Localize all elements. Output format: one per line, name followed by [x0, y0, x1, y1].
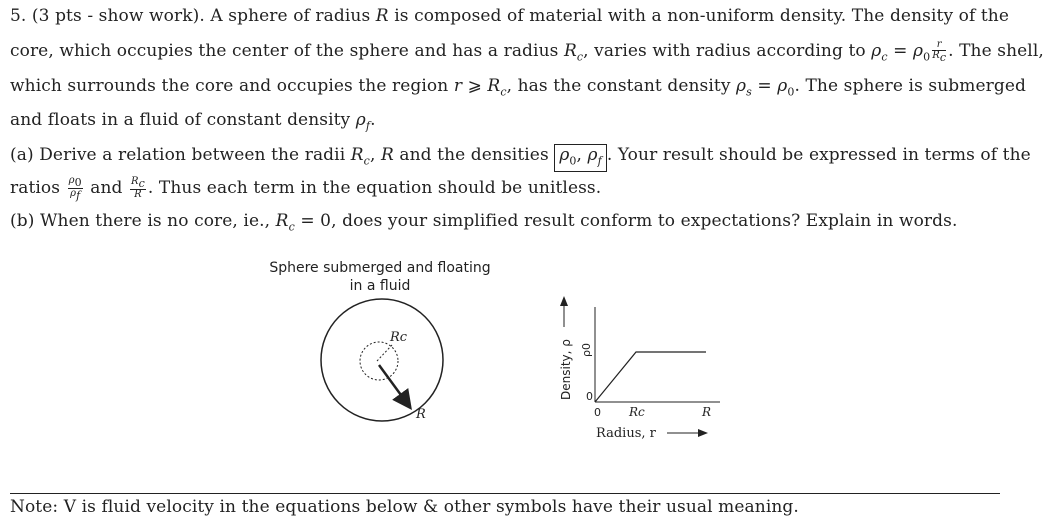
note-text: Note: V is fluid velocity in the equations below & other symbols have their usual meaning.	[10, 497, 799, 517]
part-a-text-4: ratios	[10, 178, 61, 198]
problem-line-3: which surrounds the core and occupies the region r ⩾ $R_c$, has the constant density $\rho_s = \rho_0$. The sphere is submerged	[10, 76, 1027, 99]
part-a-text-3: . Your result should be expressed in terms of the	[606, 145, 1031, 165]
intro-text-2: is composed of material with a non-uniform density. The density of the	[394, 6, 1010, 26]
problem-header: 5. (3 pts - show work).	[10, 6, 205, 26]
y-tick-rho0: ρ0	[580, 343, 593, 357]
x-axis-arrowhead	[698, 429, 708, 437]
shell-text-a: which surrounds the core and occupies the region	[10, 76, 449, 96]
part-a-text-6: . Thus each term in the equation should be unitless.	[147, 178, 602, 198]
outer-sphere	[321, 299, 443, 421]
sphere-caption-line-1: Sphere submerged and floating	[269, 260, 491, 276]
label-r: R	[416, 407, 426, 422]
note-divider	[10, 493, 1000, 494]
y-tick-zero: 0	[586, 390, 593, 403]
core-density-formula: $\rho_c = \rho_0$ $\frac{r}{R_c}$	[871, 39, 947, 64]
part-a-line-2: ratios $\frac{\rho_0}{\rho_f}$ and $\frac{R_c}{R}$ . Thus each term in the equation should be unitless.	[10, 175, 602, 202]
sphere-caption	[260, 259, 500, 295]
part-a-text-1: (a) Derive a relation between the radii	[10, 145, 346, 165]
part-a-line-1: (a) Derive a relation between the radii $R_c$, R and the densities $\rho_0$, $\rho_f$ . Your result should be expressed in terms of the	[10, 144, 1031, 172]
part-a-text-5: and	[90, 178, 123, 198]
part-b-text-1: (b) When there is no core, ie.,	[10, 211, 271, 231]
x-tick-zero: 0	[594, 406, 601, 419]
density-graph	[550, 292, 725, 452]
label-rc: Rc	[390, 330, 408, 345]
part-b-line: (b) When there is no core, ie., $R_c = 0$, does your simplified result conform to expectations? Explain in words.	[10, 211, 958, 234]
y-axis-arrowhead	[560, 296, 568, 306]
part-b-text-2: , does your simplified result conform to expectations? Explain in words.	[331, 211, 958, 231]
fluid-text: and floats in a fluid of constant density	[10, 110, 351, 130]
part-a-text-2: and the densities	[399, 145, 549, 165]
y-axis-label: Density, ρ	[559, 339, 573, 400]
shell-text-b: , has the constant density	[506, 76, 731, 96]
core-text-c: . The shell,	[948, 41, 1044, 61]
problem-line-4: and floats in a fluid of constant density $\rho_f$.	[10, 110, 376, 133]
sphere-diagram	[310, 295, 460, 430]
core-text-b: , varies with radius according to	[583, 41, 866, 61]
intro-text-1: A sphere of radius	[210, 6, 371, 26]
x-axis-label: Radius, r	[596, 426, 656, 441]
core-text-a: core, which occupies the center of the sphere and has a radius	[10, 41, 559, 61]
sphere-caption-line-2: in a fluid	[349, 278, 411, 294]
boxed-densities: $\rho_0$, $\rho_f$	[554, 144, 607, 172]
shell-text-c: . The sphere is submerged	[794, 76, 1027, 96]
sphere-radius-arrow	[379, 365, 409, 406]
x-tick-rc: Rc	[629, 405, 645, 419]
density-curve	[595, 352, 706, 402]
problem-line-2: core, which occupies the center of the sphere and has a radius $R_c$, varies with radius according to $\rho_c = \rho_0$ $\frac{r}{R_c}$ . The shell,	[10, 39, 1044, 64]
x-tick-r: R	[702, 405, 712, 419]
core-radius-line	[377, 345, 392, 361]
problem-line-1: 5. (3 pts - show work). A sphere of radius R is composed of material with a non-uniform density. The density of the	[10, 6, 1010, 26]
inner-core	[360, 342, 398, 380]
